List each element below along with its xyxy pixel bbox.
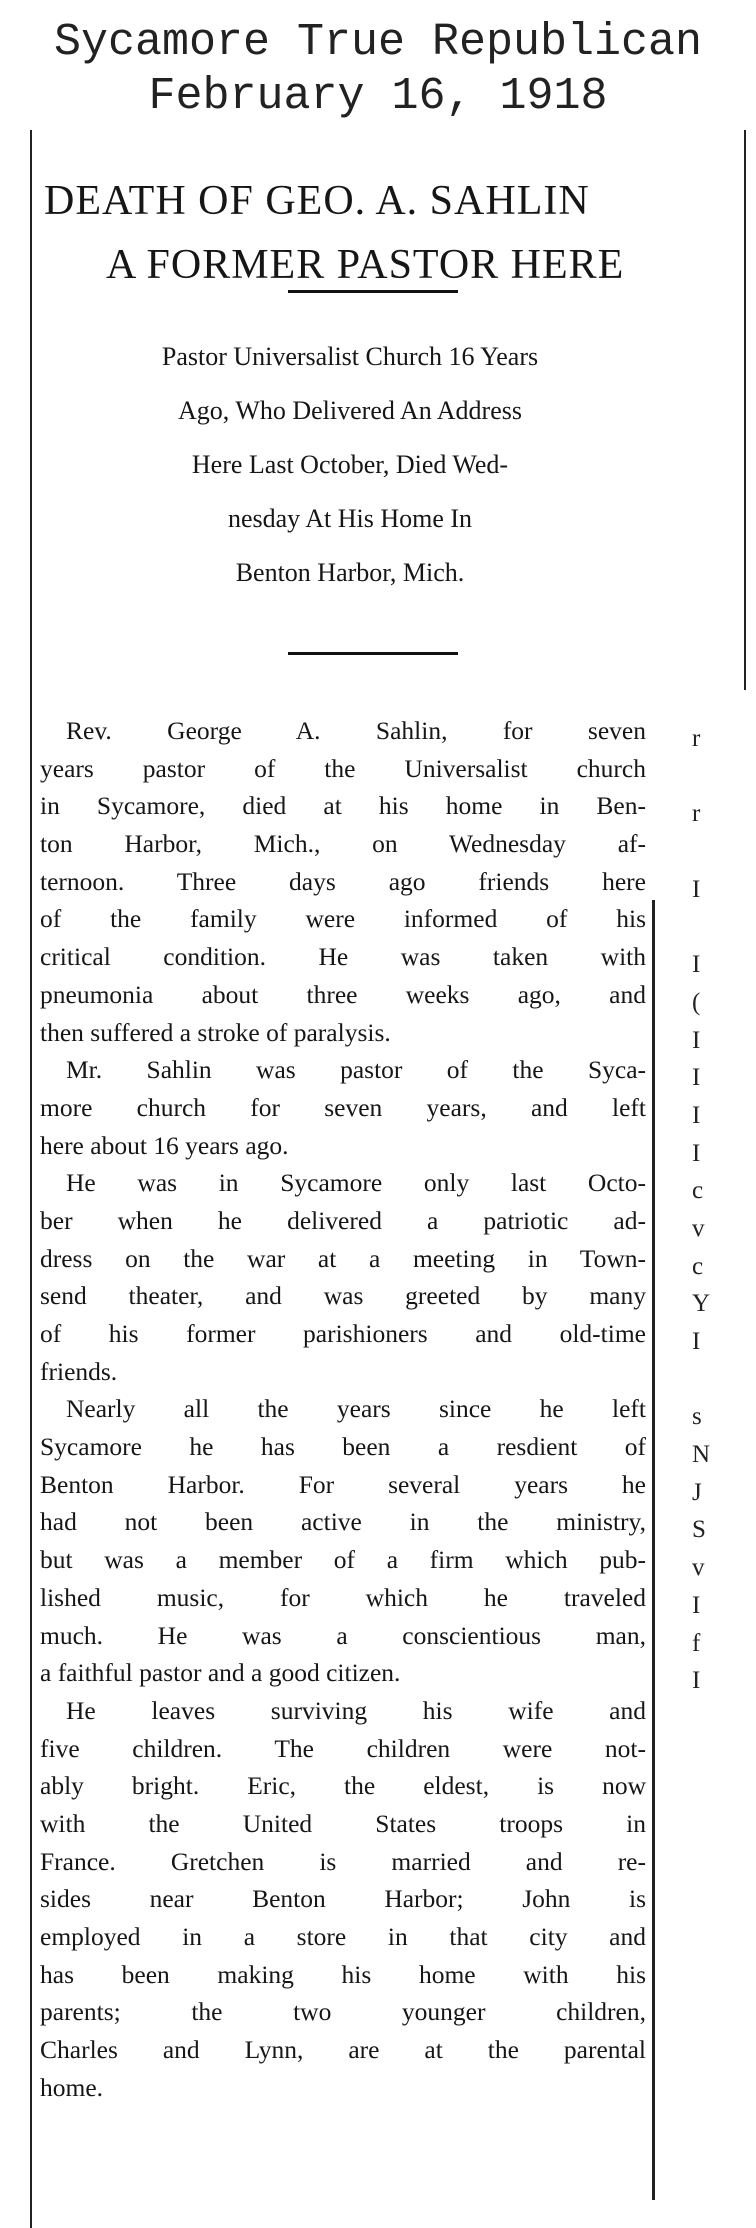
fragment-line: I — [692, 1667, 701, 1695]
article-line: friends. — [40, 1356, 118, 1386]
fragment-line — [692, 833, 710, 871]
fragment-line: I — [692, 1026, 701, 1054]
article-line: pneumonia about three weeks ago, and — [40, 979, 646, 1009]
article-line: France. Gretchen is married and re- — [40, 1846, 646, 1876]
article-line: sides near Benton Harbor; John is — [40, 1884, 646, 1914]
fragment-line: I — [692, 1139, 701, 1167]
article-line: critical condition. He was taken with — [40, 942, 646, 972]
article-line: Charles and Lynn, are at the parental — [40, 2035, 646, 2065]
fragment-line: I — [692, 1064, 701, 1092]
fragment-line: J — [692, 1478, 702, 1506]
newspaper-name: Sycamore True Republican — [53, 17, 703, 68]
article-line: He leaves surviving his wife and — [66, 1695, 646, 1725]
article-line: ton Harbor, Mich., on Wednesday af- — [40, 829, 646, 859]
fragment-line: r — [692, 800, 701, 828]
article-line: here about 16 years ago. — [40, 1130, 289, 1160]
fragment-line: s — [692, 1403, 702, 1431]
fragment-line: S — [692, 1516, 706, 1544]
article-line: in Sycamore, died at his home in Ben- — [40, 791, 646, 821]
fragment-line — [692, 1361, 710, 1399]
article-line: Mr. Sahlin was pastor of the Syca- — [66, 1055, 646, 1085]
article-line: He was in Sycamore only last Octo- — [66, 1168, 646, 1198]
article-line: ber when he delivered a patriotic ad- — [40, 1205, 646, 1235]
article-line: of the family were informed of his — [40, 904, 646, 934]
article-line: parents; the two younger children, — [40, 1997, 646, 2027]
fragment-line: I — [692, 1328, 701, 1355]
article-line: with the United States troops in — [40, 1808, 646, 1838]
fragment-line — [692, 758, 710, 796]
column-separator — [652, 900, 655, 2200]
right-column-rule-top — [744, 130, 746, 690]
article-line: Nearly all the years since he left — [66, 1394, 646, 1424]
article-line: lished music, for which he traveled — [40, 1582, 646, 1612]
article-line: of his former parishioners and old-time — [40, 1319, 646, 1348]
article-line: then suffered a stroke of paralysis. — [40, 1017, 391, 1047]
fragment-line — [692, 908, 710, 946]
article-line: has been making his home with his — [40, 1959, 646, 1989]
fragment-line: c — [692, 1252, 704, 1280]
deck-line: Pastor Universalist Church 16 Years — [161, 342, 539, 371]
article-body — [40, 712, 646, 2106]
fragment-line: ( — [692, 988, 701, 1016]
article-line: but was a member of a firm which pub- — [40, 1545, 646, 1575]
article-line: Sycamore he has been a resdient of — [40, 1432, 646, 1462]
headline-line-1: DEATH OF GEO. A. SAHLIN — [44, 178, 590, 224]
deck-line: Here Last October, Died Wed- — [191, 450, 509, 479]
article-line: five children. The children were not- — [40, 1733, 646, 1763]
fragment-line: I — [692, 951, 701, 979]
fragment-line: I — [692, 875, 701, 903]
headline-line-2: A FORMER PASTOR HERE — [106, 242, 625, 288]
article-line: send theater, and was greeted by many — [40, 1281, 646, 1311]
article-line: ably bright. Eric, the eldest, is now — [40, 1771, 646, 1801]
deck-line: Benton Harbor, Mich. — [235, 558, 465, 587]
headline-divider — [288, 290, 458, 293]
deck-line: nesday At His Home In — [227, 504, 473, 533]
left-column-rule — [30, 130, 32, 2228]
publication-date: February 16, 1918 — [148, 71, 608, 122]
article-line: dress on the war at a meeting in Town- — [40, 1243, 646, 1273]
article-line: years pastor of the Universalist church — [40, 753, 646, 783]
fragment-line: f — [692, 1629, 701, 1657]
article-line: employed in a store in that city and — [40, 1922, 646, 1951]
article-line: ternoon. Three days ago friends here — [40, 866, 646, 896]
fragment-line: r — [692, 725, 701, 752]
article-line: Rev. George A. Sahlin, for seven — [66, 716, 646, 745]
fragment-line: I — [692, 1591, 701, 1619]
adjacent-column-fragments — [692, 720, 710, 1700]
article-line: much. He was a conscientious man, — [40, 1620, 646, 1650]
deck-divider — [288, 652, 458, 655]
article-line: a faithful pastor and a good citizen. — [40, 1658, 401, 1688]
fragment-line: c — [692, 1177, 704, 1205]
article-line: home. — [40, 2072, 104, 2102]
fragment-line: N — [692, 1441, 711, 1469]
deck-line: Ago, Who Delivered An Address — [178, 396, 522, 425]
article-line: more church for seven years, and left — [40, 1092, 646, 1122]
article-line: Benton Harbor. For several years he — [40, 1469, 646, 1499]
subheadline — [40, 330, 660, 600]
article-line: had not been active in the ministry, — [40, 1507, 646, 1537]
fragment-line: v — [692, 1214, 705, 1242]
fragment-line: Y — [692, 1290, 711, 1318]
fragment-line: I — [692, 1101, 701, 1129]
fragment-line: v — [692, 1554, 705, 1582]
